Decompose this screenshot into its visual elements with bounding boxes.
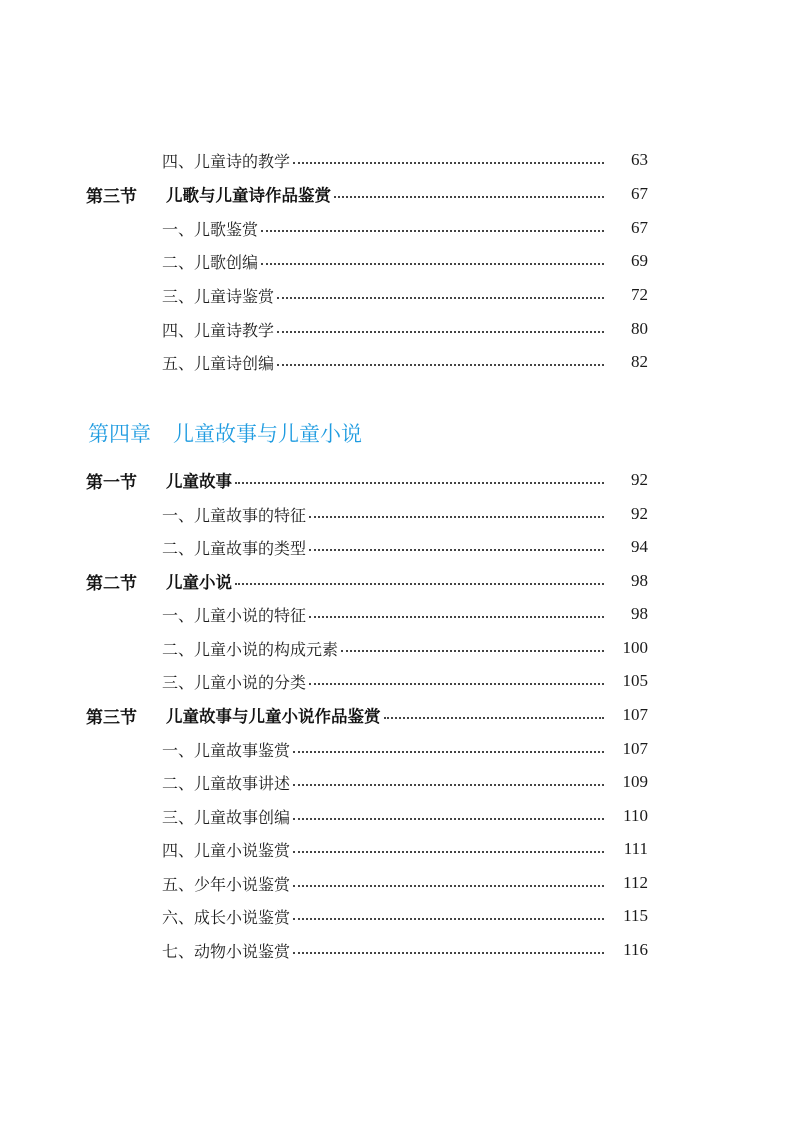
toc-page-number: 111 bbox=[623, 839, 648, 858]
dot-leader bbox=[277, 363, 604, 366]
toc-entry bbox=[162, 766, 608, 798]
toc-item-row[interactable] bbox=[0, 733, 800, 765]
toc-entry bbox=[162, 531, 608, 563]
toc-item-title: 五、少年小说鉴赏 bbox=[162, 874, 291, 894]
dot-leader bbox=[277, 296, 604, 299]
toc-page-number: 105 bbox=[622, 671, 648, 690]
dot-leader bbox=[293, 161, 604, 164]
toc-section-title: 儿歌与儿童诗作品鉴赏 bbox=[166, 186, 331, 205]
toc-page-number: 67 bbox=[631, 184, 648, 203]
dot-leader bbox=[293, 951, 604, 954]
toc-section-row[interactable] bbox=[0, 464, 800, 496]
toc-item-title: 一、儿童故事鉴赏 bbox=[162, 740, 291, 760]
toc-page-number: 72 bbox=[631, 285, 648, 304]
section-label: 第三节 bbox=[86, 187, 137, 207]
toc-page-number: 98 bbox=[631, 604, 648, 623]
toc-page-number: 110 bbox=[623, 806, 648, 825]
toc-page-number: 116 bbox=[623, 940, 648, 959]
toc-page-number: 82 bbox=[631, 352, 648, 371]
toc-item-row[interactable] bbox=[0, 245, 800, 277]
toc-item-row[interactable] bbox=[0, 498, 800, 530]
toc-entry bbox=[162, 279, 608, 311]
dot-leader bbox=[293, 884, 604, 887]
toc-item-row[interactable] bbox=[0, 800, 800, 832]
toc-page-number: 92 bbox=[631, 470, 648, 489]
toc-page-number: 80 bbox=[631, 319, 648, 338]
dot-leader bbox=[261, 229, 604, 232]
section-label: 第三节 bbox=[86, 708, 137, 728]
toc-page-number: 63 bbox=[631, 150, 648, 169]
toc-item-title: 二、儿童小说的构成元素 bbox=[162, 639, 339, 659]
toc-item-title: 一、儿童小说的特征 bbox=[162, 605, 307, 625]
toc-item-row[interactable] bbox=[0, 632, 800, 664]
toc-item-title: 二、儿童故事的类型 bbox=[162, 538, 307, 558]
toc-entry bbox=[162, 346, 608, 378]
toc-item-title: 七、动物小说鉴赏 bbox=[162, 941, 291, 961]
toc-item-row[interactable] bbox=[0, 212, 800, 244]
dot-leader bbox=[309, 548, 604, 551]
toc-entry bbox=[162, 144, 608, 176]
toc-entry bbox=[162, 665, 608, 697]
toc-page-number: 100 bbox=[622, 638, 648, 657]
toc-section-title: 儿童小说 bbox=[166, 573, 232, 592]
toc-page-number: 94 bbox=[631, 537, 648, 556]
toc-entry bbox=[162, 245, 608, 277]
toc-section-title: 儿童故事与儿童小说作品鉴赏 bbox=[166, 707, 381, 726]
toc-item-title: 四、儿童诗教学 bbox=[162, 320, 275, 340]
toc-item-row[interactable] bbox=[0, 833, 800, 865]
toc-entry bbox=[166, 178, 608, 210]
dot-leader bbox=[293, 850, 604, 853]
dot-leader bbox=[309, 682, 604, 685]
toc-entry bbox=[162, 733, 608, 765]
toc-item-row[interactable] bbox=[0, 867, 800, 899]
dot-leader bbox=[293, 750, 604, 753]
toc-item-title: 一、儿歌鉴赏 bbox=[162, 219, 259, 239]
chapter-title: 儿童故事与儿童小说 bbox=[173, 422, 362, 446]
toc-entry bbox=[162, 598, 608, 630]
toc-entry bbox=[162, 632, 608, 664]
toc-entry bbox=[162, 900, 608, 932]
dot-leader bbox=[293, 817, 604, 820]
toc-item-row[interactable] bbox=[0, 665, 800, 697]
toc-item-row[interactable] bbox=[0, 144, 800, 176]
dot-leader bbox=[277, 330, 604, 333]
toc-item-title: 三、儿童小说的分类 bbox=[162, 672, 307, 692]
toc-section-row[interactable] bbox=[0, 178, 800, 210]
toc-item-title: 六、成长小说鉴赏 bbox=[162, 907, 291, 927]
chapter-label: 第四章 bbox=[88, 422, 151, 446]
section-label: 第二节 bbox=[86, 574, 137, 594]
toc-item-row[interactable] bbox=[0, 346, 800, 378]
toc-item-title: 五、儿童诗创编 bbox=[162, 353, 275, 373]
toc-item-row[interactable] bbox=[0, 279, 800, 311]
toc-page-number: 92 bbox=[631, 504, 648, 523]
chapter-heading[interactable] bbox=[88, 418, 362, 448]
toc-page-number: 107 bbox=[622, 739, 648, 758]
dot-leader bbox=[235, 481, 604, 484]
dot-leader bbox=[293, 917, 604, 920]
dot-leader bbox=[309, 515, 604, 518]
section-label: 第一节 bbox=[86, 473, 137, 493]
toc-item-row[interactable] bbox=[0, 531, 800, 563]
toc-item-title: 四、儿童小说鉴赏 bbox=[162, 840, 291, 860]
toc-item-title: 二、儿歌创编 bbox=[162, 252, 259, 272]
toc-entry bbox=[166, 699, 608, 731]
toc-item-row[interactable] bbox=[0, 900, 800, 932]
dot-leader bbox=[235, 582, 604, 585]
toc-item-title: 四、儿童诗的教学 bbox=[162, 151, 291, 171]
toc-section-title: 儿童故事 bbox=[166, 472, 232, 491]
toc-entry bbox=[162, 212, 608, 244]
toc-page-number: 115 bbox=[623, 906, 648, 925]
toc-page-number: 112 bbox=[623, 873, 648, 892]
toc-entry bbox=[166, 565, 608, 597]
toc-entry bbox=[162, 498, 608, 530]
toc-item-row[interactable] bbox=[0, 934, 800, 966]
toc-entry bbox=[162, 867, 608, 899]
toc-page-number: 107 bbox=[622, 705, 648, 724]
toc-entry bbox=[162, 934, 608, 966]
toc-page-number: 98 bbox=[631, 571, 648, 590]
toc-item-title: 二、儿童故事讲述 bbox=[162, 773, 291, 793]
dot-leader bbox=[341, 649, 604, 652]
dot-leader bbox=[293, 783, 604, 786]
dot-leader bbox=[334, 195, 604, 198]
dot-leader bbox=[261, 262, 604, 265]
toc-item-title: 三、儿童故事创编 bbox=[162, 807, 291, 827]
dot-leader bbox=[384, 716, 605, 719]
toc-section-row[interactable] bbox=[0, 699, 800, 731]
toc-entry bbox=[162, 313, 608, 345]
dot-leader bbox=[309, 615, 604, 618]
toc-item-title: 三、儿童诗鉴赏 bbox=[162, 286, 275, 306]
toc-entry bbox=[166, 464, 608, 496]
toc-page-number: 69 bbox=[631, 251, 648, 270]
toc-item-row[interactable] bbox=[0, 766, 800, 798]
toc-item-row[interactable] bbox=[0, 598, 800, 630]
toc-page-number: 67 bbox=[631, 218, 648, 237]
toc-item-row[interactable] bbox=[0, 313, 800, 345]
toc-entry bbox=[162, 800, 608, 832]
toc-page-number: 109 bbox=[622, 772, 648, 791]
toc-entry bbox=[162, 833, 608, 865]
toc-item-title: 一、儿童故事的特征 bbox=[162, 505, 307, 525]
toc-section-row[interactable] bbox=[0, 565, 800, 597]
